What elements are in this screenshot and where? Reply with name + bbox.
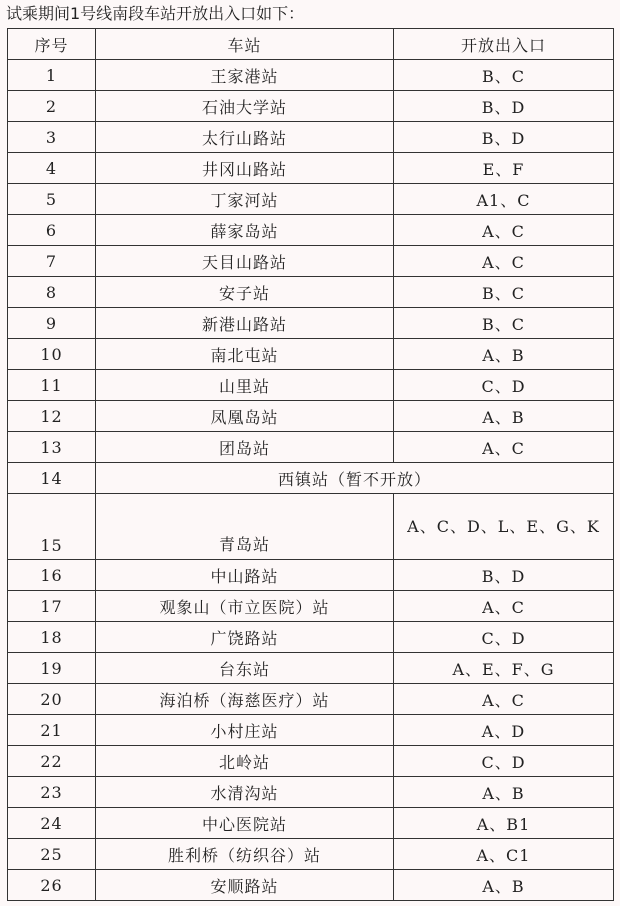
open-gates: A、D bbox=[394, 715, 614, 746]
open-gates: A、B bbox=[394, 401, 614, 432]
table-row bbox=[8, 653, 614, 684]
station-name: 凤凰岛站 bbox=[96, 401, 394, 432]
table-row bbox=[8, 215, 614, 246]
open-gates: A、C bbox=[394, 684, 614, 715]
table-row bbox=[8, 432, 614, 463]
row-number: 25 bbox=[8, 839, 96, 870]
row-number: 16 bbox=[8, 560, 96, 591]
table-row bbox=[8, 60, 614, 91]
open-gates: B、D bbox=[394, 91, 614, 122]
row-number: 21 bbox=[8, 715, 96, 746]
row-number: 7 bbox=[8, 246, 96, 277]
page-heading: 试乘期间1号线南段车站开放出入口如下： bbox=[6, 4, 305, 23]
open-gates: B、C bbox=[394, 277, 614, 308]
row-number: 18 bbox=[8, 622, 96, 653]
table-row bbox=[8, 122, 614, 153]
table-row bbox=[8, 184, 614, 215]
station-name: 团岛站 bbox=[96, 432, 394, 463]
station-name: 观象山（市立医院）站 bbox=[96, 591, 394, 622]
station-name: 海泊桥（海慈医疗）站 bbox=[96, 684, 394, 715]
open-gates: A、B bbox=[394, 339, 614, 370]
open-gates: A、C、D、L、E、G、K bbox=[394, 494, 614, 560]
table-row bbox=[8, 560, 614, 591]
station-name: 井冈山路站 bbox=[96, 153, 394, 184]
station-name: 天目山路站 bbox=[96, 246, 394, 277]
open-gates: A、E、F、G bbox=[394, 653, 614, 684]
station-name: 胜利桥（纺织谷）站 bbox=[96, 839, 394, 870]
row-number: 11 bbox=[8, 370, 96, 401]
station-name: 山里站 bbox=[96, 370, 394, 401]
station-name: 北岭站 bbox=[96, 746, 394, 777]
station-name: 安子站 bbox=[96, 277, 394, 308]
table-row bbox=[8, 339, 614, 370]
row-number: 3 bbox=[8, 122, 96, 153]
row-number: 2 bbox=[8, 91, 96, 122]
open-gates: A、C bbox=[394, 591, 614, 622]
station-name: 青岛站 bbox=[96, 494, 394, 560]
station-name-closed: 西镇站（暂不开放） bbox=[96, 463, 614, 494]
open-gates: A1、C bbox=[394, 184, 614, 215]
row-number: 19 bbox=[8, 653, 96, 684]
row-number: 24 bbox=[8, 808, 96, 839]
station-name: 广饶路站 bbox=[96, 622, 394, 653]
table-row bbox=[8, 246, 614, 277]
row-number: 4 bbox=[8, 153, 96, 184]
table-row bbox=[8, 153, 614, 184]
station-name: 南北屯站 bbox=[96, 339, 394, 370]
row-number: 5 bbox=[8, 184, 96, 215]
station-gates-table bbox=[7, 28, 614, 901]
station-name: 薛家岛站 bbox=[96, 215, 394, 246]
table-row bbox=[8, 715, 614, 746]
open-gates: C、D bbox=[394, 746, 614, 777]
station-name: 安顺路站 bbox=[96, 870, 394, 901]
table-row bbox=[8, 401, 614, 432]
open-gates: C、D bbox=[394, 622, 614, 653]
open-gates: A、C bbox=[394, 215, 614, 246]
open-gates: A、B bbox=[394, 777, 614, 808]
station-name: 新港山路站 bbox=[96, 308, 394, 339]
row-number: 23 bbox=[8, 777, 96, 808]
header-gates: 开放出入口 bbox=[394, 29, 614, 60]
row-number: 8 bbox=[8, 277, 96, 308]
open-gates: B、D bbox=[394, 122, 614, 153]
row-number: 20 bbox=[8, 684, 96, 715]
station-name: 丁家河站 bbox=[96, 184, 394, 215]
station-name: 中心医院站 bbox=[96, 808, 394, 839]
station-name: 王家港站 bbox=[96, 60, 394, 91]
station-name: 太行山路站 bbox=[96, 122, 394, 153]
table-row bbox=[8, 622, 614, 653]
station-name: 台东站 bbox=[96, 653, 394, 684]
open-gates: A、B1 bbox=[394, 808, 614, 839]
row-number: 15 bbox=[8, 494, 96, 560]
table-row bbox=[8, 308, 614, 339]
row-number: 1 bbox=[8, 60, 96, 91]
header-number: 序号 bbox=[8, 29, 96, 60]
table-row bbox=[8, 684, 614, 715]
row-number: 12 bbox=[8, 401, 96, 432]
table-row-closed-station bbox=[8, 463, 614, 494]
table-row bbox=[8, 277, 614, 308]
row-number: 9 bbox=[8, 308, 96, 339]
table-row bbox=[8, 839, 614, 870]
table-row bbox=[8, 91, 614, 122]
open-gates: B、C bbox=[394, 308, 614, 339]
station-name: 小村庄站 bbox=[96, 715, 394, 746]
row-number: 17 bbox=[8, 591, 96, 622]
row-number: 26 bbox=[8, 870, 96, 901]
table-row bbox=[8, 777, 614, 808]
station-name: 石油大学站 bbox=[96, 91, 394, 122]
row-number: 6 bbox=[8, 215, 96, 246]
row-number: 13 bbox=[8, 432, 96, 463]
station-name: 中山路站 bbox=[96, 560, 394, 591]
row-number: 14 bbox=[8, 463, 96, 494]
table-row bbox=[8, 746, 614, 777]
open-gates: E、F bbox=[394, 153, 614, 184]
table-row bbox=[8, 870, 614, 901]
header-station: 车站 bbox=[96, 29, 394, 60]
station-name: 水清沟站 bbox=[96, 777, 394, 808]
open-gates: A、B bbox=[394, 870, 614, 901]
table-row bbox=[8, 370, 614, 401]
table-row bbox=[8, 494, 614, 560]
open-gates: B、D bbox=[394, 560, 614, 591]
row-number: 10 bbox=[8, 339, 96, 370]
row-number: 22 bbox=[8, 746, 96, 777]
table-row bbox=[8, 591, 614, 622]
open-gates: C、D bbox=[394, 370, 614, 401]
open-gates: B、C bbox=[394, 60, 614, 91]
open-gates: A、C bbox=[394, 246, 614, 277]
table-row bbox=[8, 808, 614, 839]
table-header-row bbox=[8, 29, 614, 60]
open-gates: A、C1 bbox=[394, 839, 614, 870]
open-gates: A、C bbox=[394, 432, 614, 463]
